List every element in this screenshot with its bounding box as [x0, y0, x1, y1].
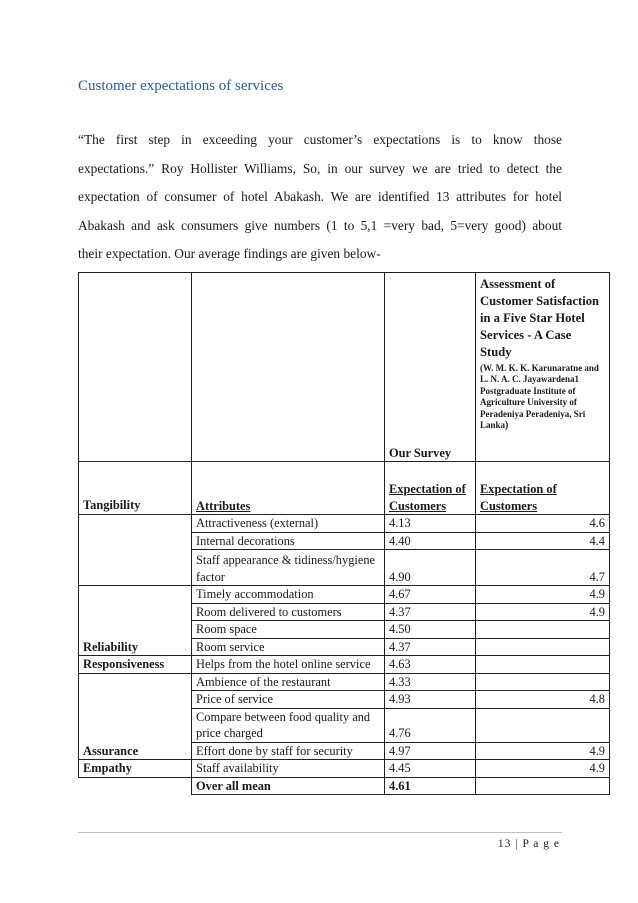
survey-value: 4.93 [385, 691, 476, 709]
category-cell [79, 515, 192, 586]
study-value: 4.9 [476, 742, 610, 760]
header-blank-cell [192, 273, 385, 462]
assessment-authors [480, 363, 605, 431]
assessment-header [476, 273, 610, 462]
study-value: 4.9 [476, 603, 610, 621]
assessment-close-paren: ) [505, 420, 509, 432]
attribute-cell: Room delivered to customers [192, 603, 385, 621]
table-row [79, 777, 610, 795]
study-value [476, 638, 610, 656]
attribute-cell: Price of service [192, 691, 385, 709]
attribute-cell: Attractiveness (external) [192, 515, 385, 533]
table-header-row-2 [79, 462, 610, 515]
attribute-cell: Helps from the hotel online service [192, 656, 385, 674]
intro-paragraph [78, 126, 562, 269]
paragraph-line: their expectation. Our average findings are given below- [78, 246, 381, 262]
reliability-category: Reliability [79, 586, 192, 656]
survey-value: 4.33 [385, 673, 476, 691]
responsiveness-category: Responsiveness [79, 656, 192, 674]
study-value: 4.7 [476, 550, 610, 586]
attribute-cell: Timely accommodation [192, 586, 385, 604]
attribute-cell: Internal decorations [192, 532, 385, 550]
section-heading: Customer expectations of services [78, 78, 284, 94]
study-value [476, 708, 610, 742]
empathy-category: Empathy [79, 760, 192, 778]
survey-value: 4.63 [385, 656, 476, 674]
overall-mean-label: Over all mean [192, 777, 385, 795]
paragraph-line: expectation of consumer of hotel Abakash. We are identified 13 attributes for hotel [78, 189, 562, 205]
attributes-header: Attributes [192, 462, 385, 515]
study-value [476, 621, 610, 639]
header-blank-cell [79, 273, 192, 462]
study-value: 4.9 [476, 586, 610, 604]
table-row [79, 673, 610, 691]
study-value [476, 777, 610, 795]
footer-divider [78, 832, 562, 833]
survey-value: 4.76 [385, 708, 476, 742]
paragraph-line: expectations.” Roy Hollister Williams, So, in our survey we are tried to detect the [78, 160, 562, 176]
attribute-cell: Room space [192, 621, 385, 639]
survey-value: 4.40 [385, 532, 476, 550]
table-row [79, 656, 610, 674]
page-label: P a g e [522, 838, 560, 850]
page-footer [498, 838, 560, 850]
attribute-cell: Staff appearance & tidiness/hygiene factor [192, 550, 385, 586]
attribute-cell: Ambience of the restaurant [192, 673, 385, 691]
survey-value: 4.13 [385, 515, 476, 533]
tangibility-category: Tangibility [79, 462, 192, 515]
footer-separator: | [515, 838, 519, 850]
study-value [476, 656, 610, 674]
survey-expectation-header: Expectation of Customers [385, 462, 476, 515]
assessment-authors-text: (W. M. K. K. Karunaratne and L. N. A. C. Jayawardena1 Postgraduate Institute of Agriculture University of Peradeniya Peradeniya, Sri Lanka [480, 363, 599, 431]
table-row [79, 760, 610, 778]
table-row [79, 586, 610, 604]
survey-value: 4.37 [385, 603, 476, 621]
survey-value: 4.90 [385, 550, 476, 586]
assurance-category: Assurance [79, 673, 192, 760]
attribute-cell: Compare between food quality and price charged [192, 708, 385, 742]
study-value: 4.4 [476, 532, 610, 550]
table-header-row-1 [79, 273, 610, 462]
study-value [476, 673, 610, 691]
attribute-cell: Effort done by staff for security [192, 742, 385, 760]
assessment-title: Assessment of Customer Satisfaction in a Five Star Hotel Services - A Case Study [480, 277, 600, 359]
expectation-table [78, 272, 610, 795]
survey-value: 4.97 [385, 742, 476, 760]
survey-value: 4.45 [385, 760, 476, 778]
survey-value: 4.67 [385, 586, 476, 604]
paragraph-line: Abakash and ask consumers give numbers (1 to 5,1 =very bad, 5=very good) about [78, 217, 562, 233]
study-value: 4.8 [476, 691, 610, 709]
category-cell [79, 777, 192, 795]
study-value: 4.9 [476, 760, 610, 778]
attribute-cell: Staff availability [192, 760, 385, 778]
table-row [79, 515, 610, 533]
overall-mean-value: 4.61 [385, 777, 476, 795]
study-value: 4.6 [476, 515, 610, 533]
paragraph-line: “The first step in exceeding your customer’s expectations is to know those [78, 132, 562, 147]
survey-value: 4.50 [385, 621, 476, 639]
page-number: 13 [497, 838, 512, 850]
survey-value: 4.37 [385, 638, 476, 656]
study-expectation-header: Expectation of Customers [476, 462, 610, 515]
attribute-cell: Room service [192, 638, 385, 656]
our-survey-header: Our Survey [385, 273, 476, 462]
